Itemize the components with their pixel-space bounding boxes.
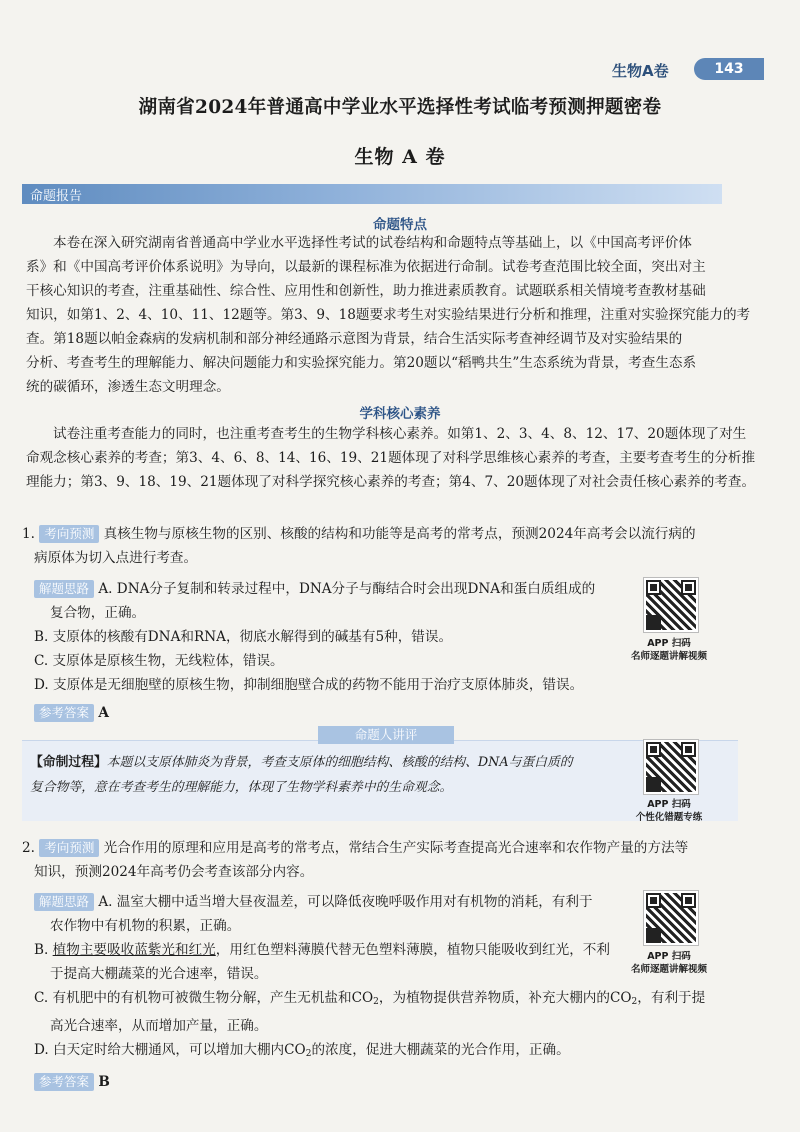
features-line: 知识，如第1、2、4、10、11、12题等。第3、9、18题要求考生对实验结果进行分析和推理，注重对实验探究能力的考 (26, 307, 751, 323)
qr-caption-line: APP 扫码 (647, 951, 691, 962)
q2-answer-tag: 参考答案 (34, 1073, 94, 1091)
q1-option-d: D. 支原体是无细胞壁的原核生物，抑制细胞壁合成的药物不能用于治疗支原体肺炎，错误。 (34, 677, 584, 693)
qr-code-icon[interactable] (644, 578, 698, 632)
features-paragraph (26, 231, 776, 399)
q2-analysis-tag: 解题思路 (34, 893, 94, 911)
qr-caption-line: 名师逐题讲解视频 (630, 964, 707, 975)
q2-option-b-cont: 于提高大棚蔬菜的光合速率，错误。 (50, 966, 268, 982)
qr-caption-line: APP 扫码 (647, 799, 691, 810)
features-line: 干核心知识的考查，注重基础性、综合性、应用性和创新性，助力推进素质教育。试题联系相关情境考查教材基础 (26, 283, 706, 299)
q2-option-c-text: C. 有机肥中的有机物可被微生物分解，产生无机盐和CO (34, 990, 374, 1006)
features-line: 查。第18题以帕金森病的发病机制和部分神经通路示意图为背景，结合生活实际考查神经调节及对实验结果的 (26, 331, 683, 347)
explain-label: 【命制过程】 (30, 755, 107, 770)
q1-block (22, 522, 696, 570)
subscript: 2 (373, 997, 379, 1007)
page-subtitle: 生物 A 卷 (354, 146, 446, 168)
q2-option-b-underlined: 植物主要吸收蓝紫光和红光 (52, 942, 216, 958)
features-line: 本卷在深入研究湖南省普通高中学业水平选择性考试的试卷结构和命题特点等基础上，以《中国高考评价体 (53, 235, 692, 251)
qr-caption (614, 950, 724, 976)
q2-analysis (34, 890, 705, 1094)
report-section-label: 命题报告 (30, 189, 83, 204)
q2-option-c-cont: 高光合速率，从而增加产量，正确。 (50, 1018, 268, 1034)
qr-caption-line: 名师逐题讲解视频 (630, 651, 707, 662)
q1-option-a-cont: 复合物，正确。 (50, 605, 146, 621)
q2-option-d (34, 1038, 705, 1066)
q1-predict-tag: 考向预测 (39, 525, 99, 543)
q2-answer: B (98, 1074, 110, 1090)
q2-option-c (34, 986, 705, 1014)
features-line: 系》和《中国高考评价体系说明》为导向，以最新的课程标准为依据进行命制。试卷考查范围比较全面，突出对主 (26, 259, 706, 275)
q1-option-b: B. 支原体的核酸有DNA和RNA，彻底水解得到的碱基有5种，错误。 (34, 629, 453, 645)
q2-option-b: B. 植物主要吸收蓝紫光和红光，用红色塑料薄膜代替无色塑料薄膜，植物只能吸收到红光，不利 (34, 942, 610, 958)
literacy-paragraph (26, 422, 776, 494)
qr-caption (614, 798, 724, 824)
literacy-line: 命观念核心素养的考查；第3、4、6、8、14、16、19、21题体现了对科学思维核心素养的考查，主要考查考生的分析推 (26, 450, 756, 466)
page-title: 湖南省2024年普通高中学业水平选择性考试临考预测押题密卷 (138, 97, 662, 118)
qr-caption-line: 个性化错题专练 (635, 812, 703, 823)
q1-option-c: C. 支原体是原核生物，无线粒体，错误。 (34, 653, 284, 669)
explain-line: 本题以支原体肺炎为背景，考查支原体的细胞结构、核酸的结构、DNA与蛋白质的 (106, 755, 573, 770)
q2-predict-tag: 考向预测 (39, 839, 99, 857)
q1-number: 1. (22, 526, 35, 542)
literacy-line: 试卷注重考查能力的同时，也注重考查考生的生物学科核心素养。如第1、2、3、4、8、12、17、20题体现了对生 (53, 426, 747, 442)
q2-option-c-text: ，有利于提 (637, 990, 706, 1006)
q1-analysis (34, 577, 595, 725)
q1-answer: A (98, 705, 109, 721)
q1-option-a: A. DNA分子复制和转录过程中，DNA分子与酶结合时会出现DNA和蛋白质组成的 (98, 581, 596, 597)
q2-option-a: A. 温室大棚中适当增大昼夜温差，可以降低夜晚呼吸作用对有机物的消耗，有利于 (98, 894, 593, 910)
qr-caption (614, 637, 724, 663)
q2-option-a-cont: 农作物中有机物的积累，正确。 (50, 918, 241, 934)
q2-block (22, 836, 688, 884)
literacy-line: 理能力；第3、9、18、19、21题体现了对科学探究核心素养的考查；第4、7、20题体现了对社会责任核心素养的考查。 (26, 474, 756, 490)
literacy-heading: 学科核心素养 (359, 406, 441, 422)
qr-code-icon[interactable] (644, 740, 698, 794)
page-number: 143 (694, 58, 764, 80)
q2-option-b-text: ，用红色塑料薄膜代替无色塑料薄膜，植物只能吸收到红光，不利 (215, 942, 610, 958)
subscript: 2 (305, 1049, 312, 1059)
q2-option-d-text: 的浓度，促进大棚蔬菜的光合作用，正确。 (311, 1042, 570, 1058)
report-section-bar (22, 184, 722, 204)
explain-text (30, 750, 630, 800)
q1-predict-text: 真核生物与原核生物的区别、核酸的结构和功能等是高考的常考点，预测2024年高考会以流行病的 (103, 526, 696, 542)
qr-caption-line: APP 扫码 (647, 638, 691, 649)
explain-line: 复合物等，意在考查考生的理解能力，体现了生物学科素养中的生命观念。 (30, 780, 453, 795)
q1-analysis-tag: 解题思路 (34, 580, 94, 598)
q2-number: 2. (22, 840, 35, 856)
q2-predict-text: 光合作用的原理和应用是高考的常考点，常结合生产实际考查提高光合速率和农作物产量的方法等 (103, 840, 689, 856)
q1-answer-tag: 参考答案 (34, 704, 94, 722)
qr-code-icon[interactable] (644, 891, 698, 945)
explain-banner: 命题人讲评 (318, 726, 454, 744)
q2-option-d-text: D. 白天定时给大棚通风，可以增加大棚内CO (34, 1042, 306, 1058)
q2-option-c-text: ，为植物提供营养物质，补充大棚内的CO (378, 990, 632, 1006)
q1-predict-text: 病原体为切入点进行考查。 (34, 550, 198, 566)
subscript: 2 (631, 997, 638, 1007)
features-line: 统的碳循环，渗透生态文明理念。 (26, 379, 230, 395)
q2-predict-text: 知识，预测2024年高考仍会考查该部分内容。 (34, 864, 314, 880)
features-heading: 命题特点 (373, 217, 427, 233)
features-line: 分析、考查考生的理解能力、解决问题能力和实验探究能力。第20题以“稻鸭共生”生态系统为背景，考查生态系 (26, 355, 697, 371)
header-section-label: 生物A卷 (612, 62, 669, 80)
